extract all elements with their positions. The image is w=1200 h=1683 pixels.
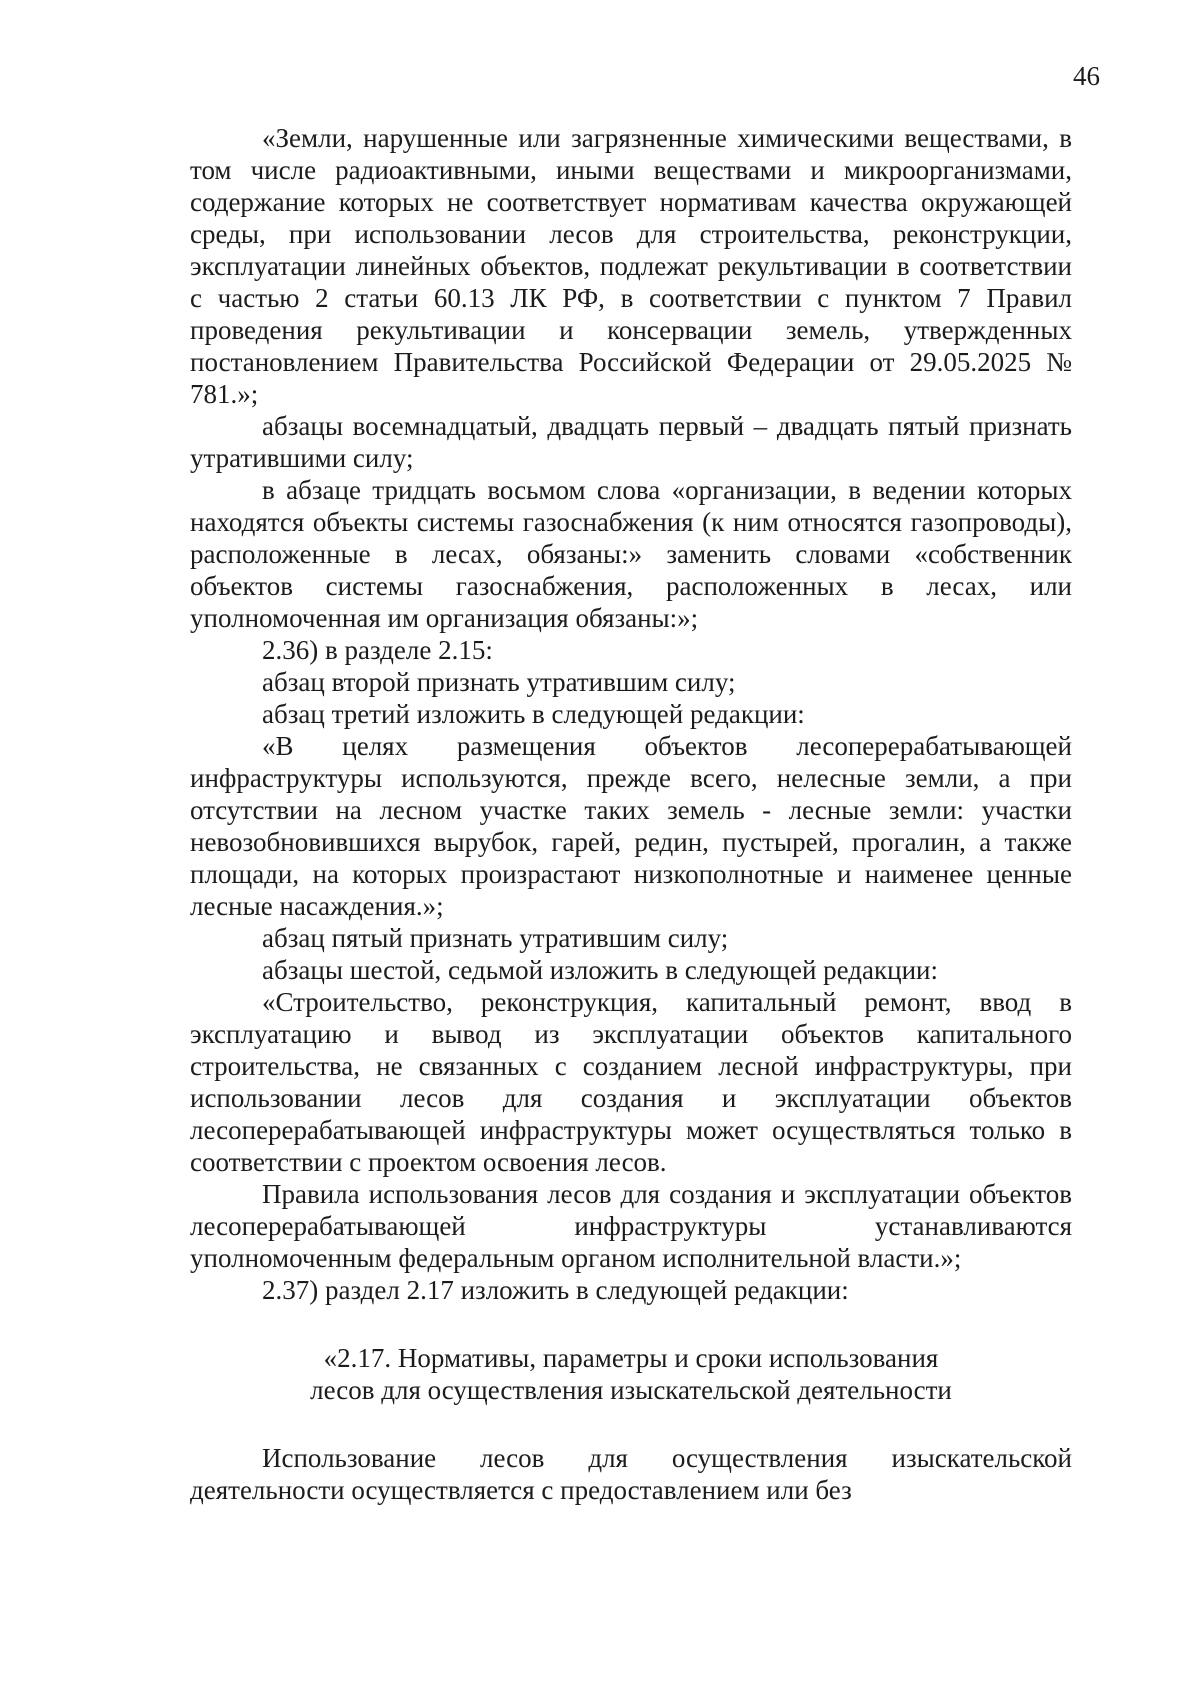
section-heading-line-2: лесов для осуществления изыскательской деятельности <box>310 1375 952 1405</box>
paragraph-sixth-seventh-new-wording: абзацы шестой, седьмой изложить в следующей редакции: <box>262 955 938 985</box>
paragraph-item-2-36: 2.36) в разделе 2.15: <box>262 635 493 665</box>
section-heading-2-17 <box>190 1342 1072 1406</box>
paragraph-usage-rules-authority: Правила использования лесов для создания и эксплуатации объектов лесоперерабатывающей инфраструктуры устанавливаются уполномоченным федеральным органом исполнительной власти.»; <box>190 1179 1072 1273</box>
document-body <box>190 122 1072 1506</box>
paragraph-land-reclamation: «Земли, нарушенные или загрязненные химическими веществами, в том числе радиоактивными, иными веществами и микроорганизмами, содержание которых не соответствует нормативам качества окружающей среды, при использовании лесов для строительства, реконструкции, эксплуатации линейных объектов, подлежат рекультивации в соответствии с частью 2 статьи 60.13 ЛК РФ, в соответствии с пунктом 7 Правил проведения рекультивации и консервации земель, утвержденных постановлением Правительства Российской Федерации от 29.05.2025 № 781.»; <box>190 123 1072 409</box>
paragraph-construction-rules: «Строительство, реконструкция, капитальный ремонт, ввод в эксплуатацию и вывод из эксплуатации объектов капитального строительства, не связанных с созданием лесной инфраструктуры, при использовании лесов для создания и эксплуатации объектов лесоперерабатывающей инфраструктуры может осуществляться только в соответствии с проектом освоения лесов. <box>190 987 1072 1177</box>
section-heading-line-1: «2.17. Нормативы, параметры и сроки использования <box>323 1343 939 1373</box>
paragraph-item-2-37: 2.37) раздел 2.17 изложить в следующей редакции: <box>262 1275 849 1305</box>
paragraph-gas-supply-owner: в абзаце тридцать восьмом слова «организации, в ведении которых находятся объекты системы газоснабжения (к ним относятся газопроводы), расположенные в лесах, обязаны:» заменить словами «собственник объектов системы газоснабжения, расположенных в лесах, или уполномоченная им организация обязаны:»; <box>190 475 1072 633</box>
paragraph-wood-processing-infrastructure: «В целях размещения объектов лесоперерабатывающей инфраструктуры используются, прежде всего, нелесные земли, а при отсутствии на лесном участке таких земель - лесные земли: участки невозобновившихся вырубок, гарей, редин, пустырей, прогалин, а также площади, на которых произрастают низкополнотные и наименее ценные лесные насаждения.»; <box>190 731 1072 921</box>
paragraph-third-new-wording: абзац третий изложить в следующей редакции: <box>262 699 805 729</box>
paragraph-survey-activity: Использование лесов для осуществления изыскательской деятельности осуществляется с предоставлением или без <box>190 1443 1072 1505</box>
page-number: 46 <box>1073 61 1100 91</box>
paragraph-repeal-fifth: абзац пятый признать утратившим силу; <box>262 923 729 953</box>
paragraph-repeal-18-25: абзацы восемнадцатый, двадцать первый – двадцать пятый признать утратившими силу; <box>190 411 1072 473</box>
paragraph-repeal-second: абзац второй признать утратившим силу; <box>262 667 736 697</box>
